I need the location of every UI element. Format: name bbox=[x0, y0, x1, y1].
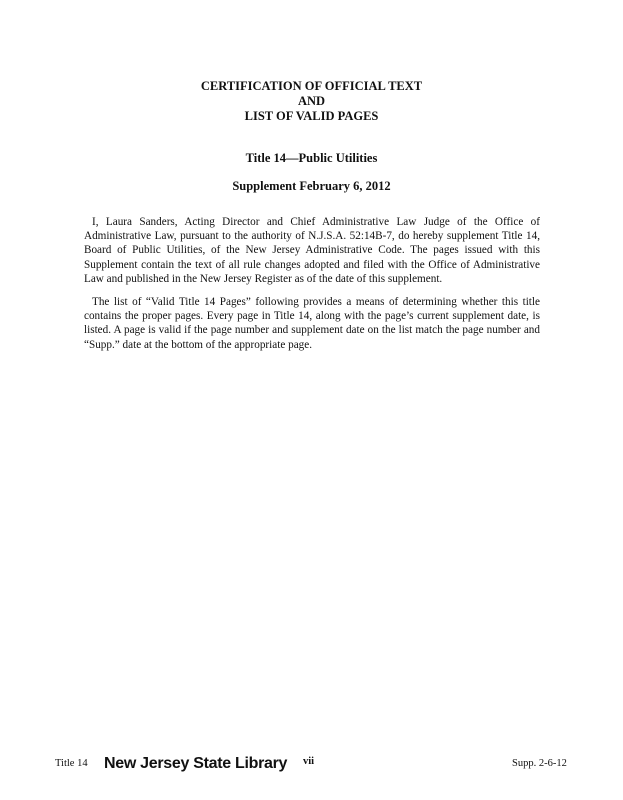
heading-line-2: AND bbox=[297, 94, 326, 108]
footer-title-ref: Title 14 bbox=[55, 758, 88, 769]
heading-line-1: CERTIFICATION OF OFFICIAL TEXT bbox=[200, 79, 423, 93]
footer-supp-date: Supp. 2-6-12 bbox=[512, 758, 567, 769]
footer-page-number: vii bbox=[303, 756, 315, 767]
body-paragraph-2: The list of “Valid Title 14 Pages” following provides a means of determining whether this title contains the proper pages. Every page in Title 14, along with the page’s current supplement date, is listed. A page is valid if the page number and supplement date on the list match the page number and “Supp.” date at the bottom of the appropriate page. bbox=[84, 296, 540, 351]
library-stamp: New Jersey State Library bbox=[104, 755, 288, 772]
body-paragraph-1: I, Laura Sanders, Acting Director and Chief Administrative Law Judge of the Office of Administrative Law, pursuant to the authority of N.J.S.A. 52:14B-7, do hereby supplement Title 14, Board of Public Utilities, of the New Jersey Administrative Code. The pages issued with this Supplement contain the text of all rule changes adopted and filed with the Office of Administrative Law and published in the New Jersey Register as of the date of this supplement. bbox=[84, 216, 540, 285]
certification-heading bbox=[0, 79, 623, 124]
page-footer bbox=[0, 752, 623, 782]
title-heading: Title 14—Public Utilities bbox=[245, 151, 378, 165]
supplement-date-heading: Supplement February 6, 2012 bbox=[232, 179, 391, 193]
certification-body bbox=[84, 215, 540, 361]
heading-line-3: LIST OF VALID PAGES bbox=[244, 109, 379, 123]
